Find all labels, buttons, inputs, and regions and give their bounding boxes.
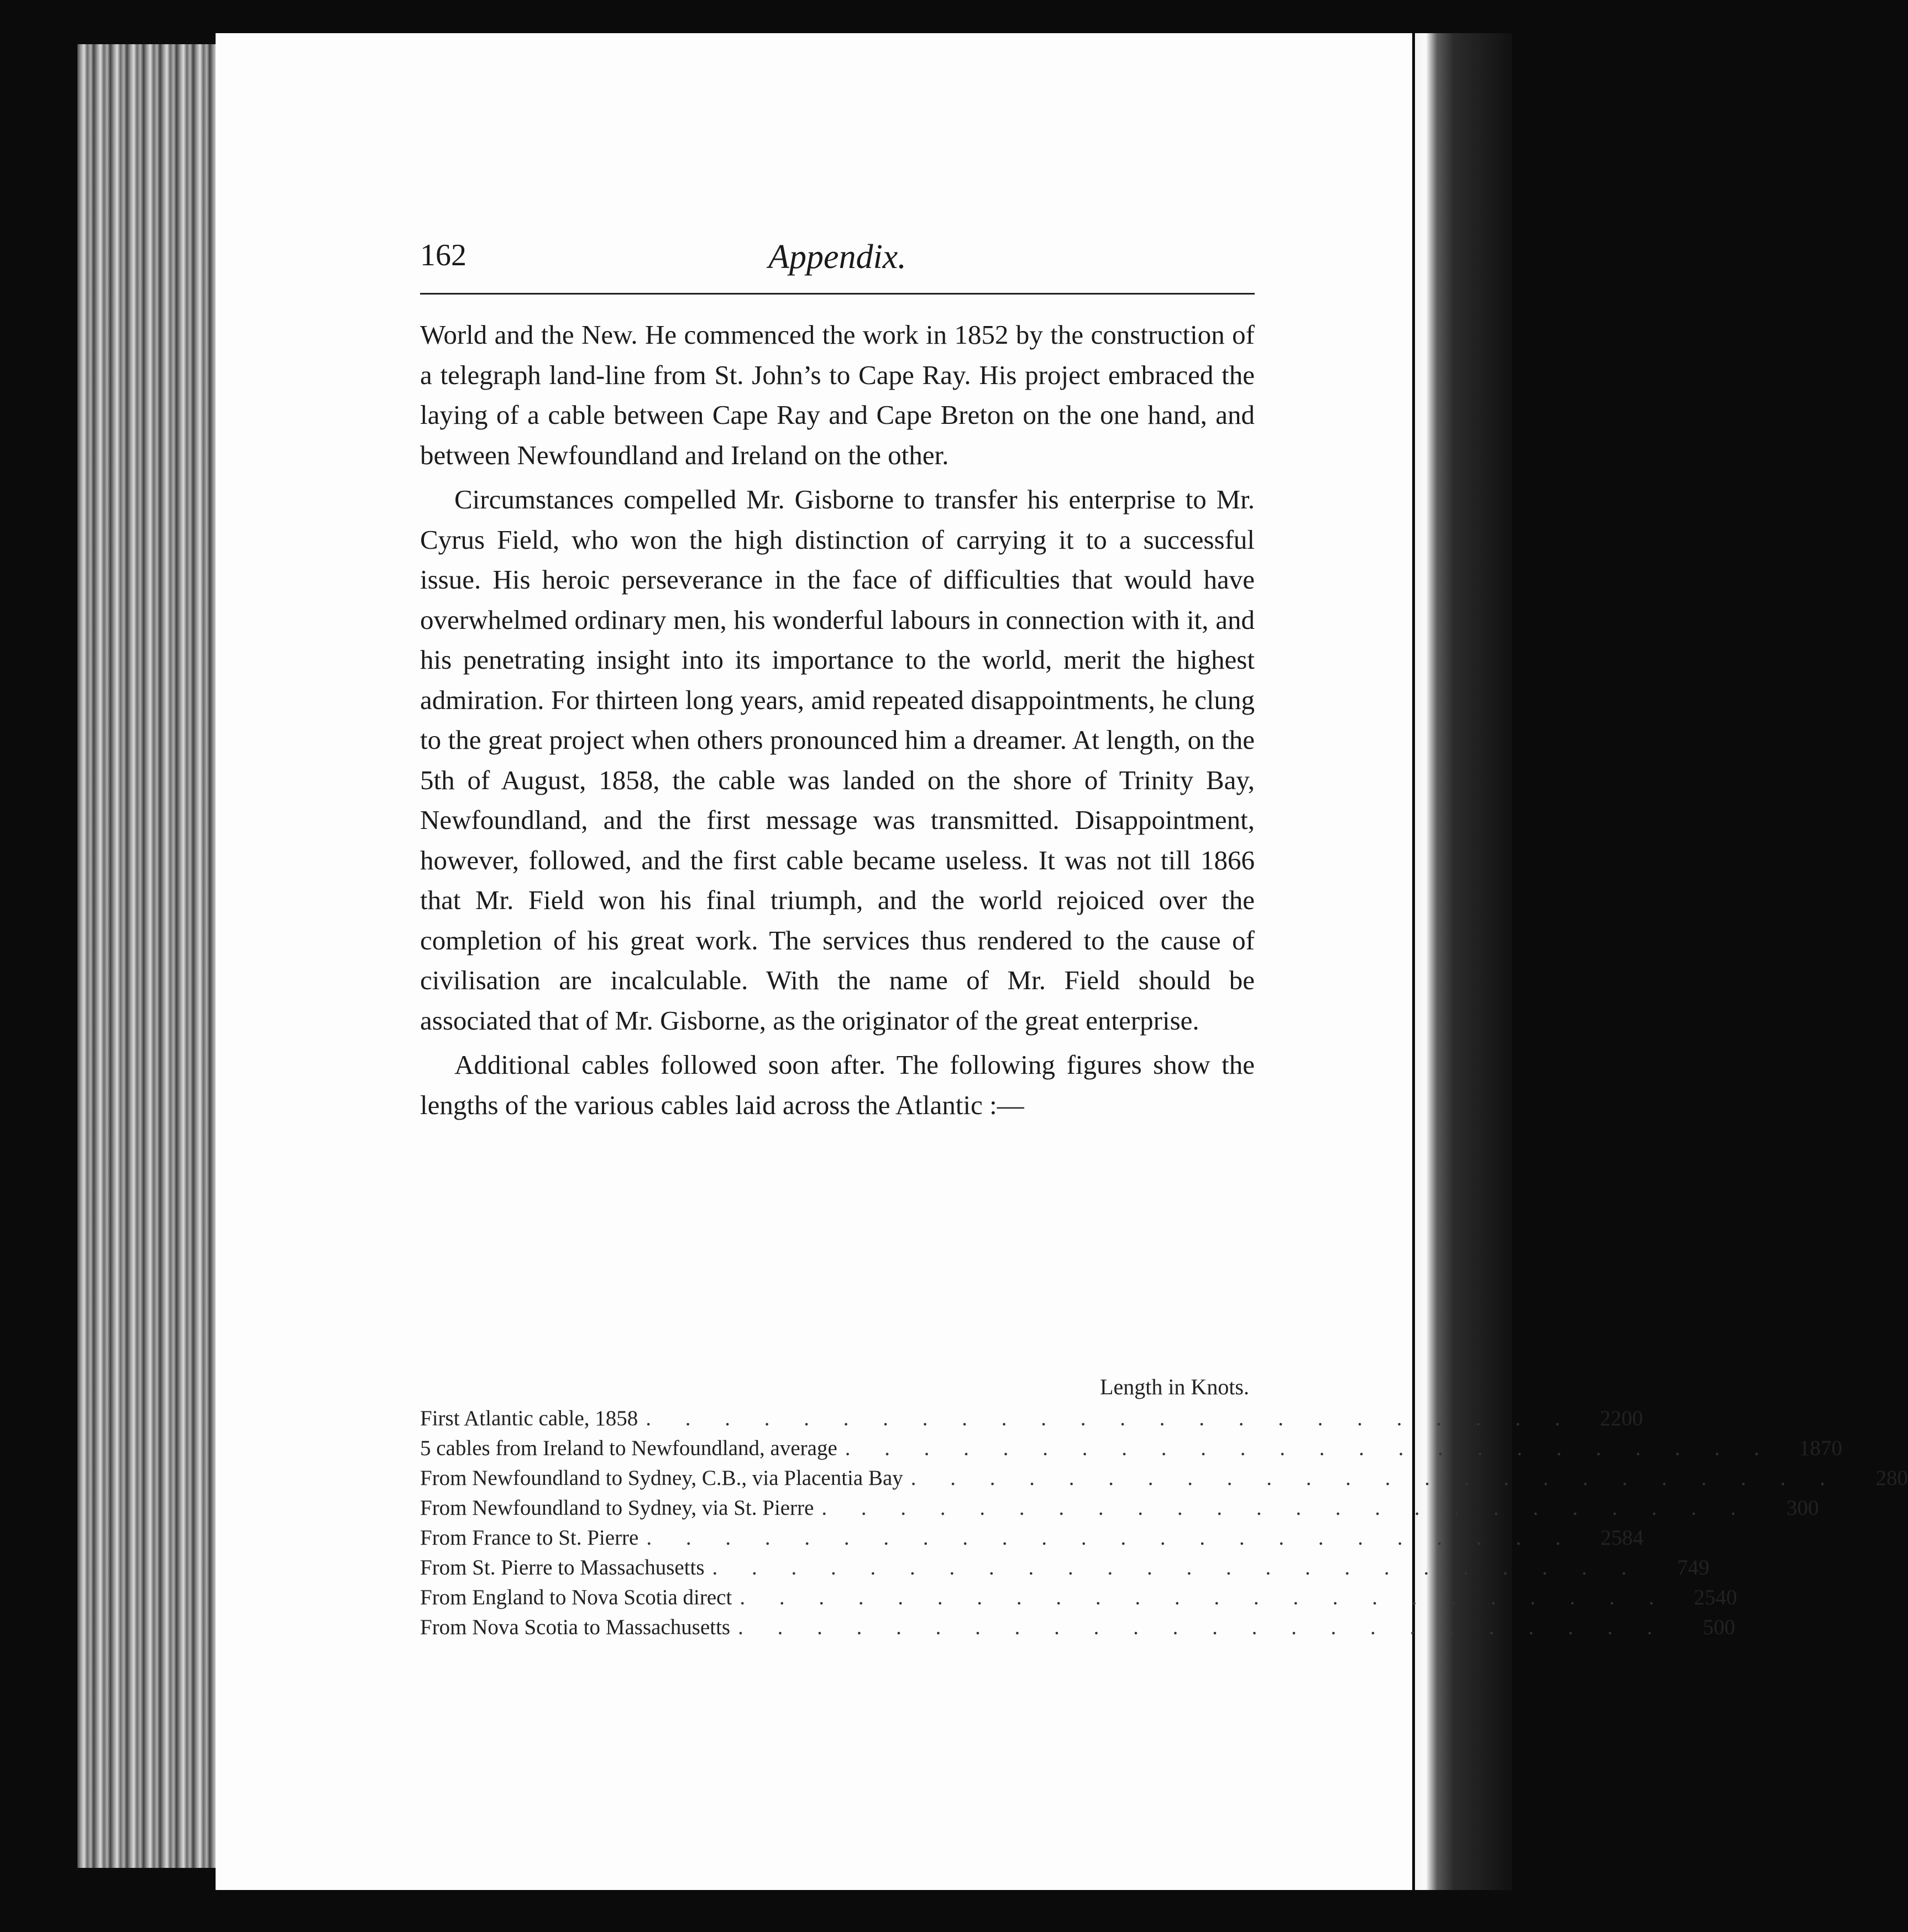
- row-value: 2540: [1694, 1586, 1737, 1609]
- leader-dots: . . . . . . . . . . . . . . . . . . . . . . . .: [712, 1556, 1641, 1579]
- row-label: From France to St. Pierre: [420, 1526, 639, 1550]
- leader-dots: . . . . . . . . . . . . . . . . . . . . . . . .: [646, 1406, 1575, 1430]
- page-header: [420, 232, 1255, 295]
- page-edges-left: [77, 44, 221, 1868]
- row-label: From Newfoundland to Sydney, via St. Pierre: [420, 1496, 814, 1520]
- leader-dots: . . . . . . . . . . . . . . . . . . . . . . . .: [740, 1586, 1669, 1609]
- row-label: From St. Pierre to Massachusetts: [420, 1556, 705, 1579]
- leader-dots: . . . . . . . . . . . . . . . . . . . . . . . .: [845, 1436, 1774, 1460]
- page-number: 162: [420, 238, 466, 272]
- table-row: [420, 1404, 1643, 1434]
- row-value: 2200: [1600, 1406, 1643, 1430]
- cable-lengths-table: [420, 1371, 1908, 1642]
- row-value: 500: [1702, 1615, 1736, 1639]
- table-row: [420, 1493, 1819, 1523]
- row-label: 5 cables from Ireland to Newfoundland, average: [420, 1436, 837, 1460]
- row-label: From Newfoundland to Sydney, C.B., via Placentia Bay: [420, 1466, 903, 1490]
- leader-dots: . . . . . . . . . . . . . . . . . . . . . . . .: [910, 1466, 1840, 1490]
- row-label: First Atlantic cable, 1858: [420, 1406, 638, 1430]
- table-row: [420, 1553, 1710, 1583]
- paragraph: Additional cables followed soon after. The following figures show the lengths of the various cables laid across the Atlantic :—: [420, 1049, 1255, 1120]
- row-value: 749: [1677, 1556, 1710, 1579]
- row-label: From England to Nova Scotia direct: [420, 1586, 732, 1609]
- paragraph: World and the New. He commenced the work in 1852 by the construction of a telegraph land-line from St. John’s to Cape Ray. His project embraced the laying of a cable between Cape Ray and Cape Breton on the one hand, and between Newfoundland and Ireland on the other.: [420, 319, 1255, 470]
- leader-dots: . . . . . . . . . . . . . . . . . . . . . . . .: [821, 1496, 1750, 1520]
- leader-dots: . . . . . . . . . . . . . . . . . . . . . . . .: [738, 1615, 1667, 1639]
- table-row: [420, 1463, 1908, 1493]
- table-row: [420, 1523, 1644, 1553]
- body-text: [420, 315, 1255, 1130]
- table-row: [420, 1613, 1736, 1642]
- row-value: 300: [1786, 1496, 1819, 1520]
- running-head: Appendix.: [768, 238, 906, 276]
- row-label: From Nova Scotia to Massachusetts: [420, 1615, 731, 1639]
- table-column-header: Length in Knots.: [1100, 1374, 1249, 1399]
- row-value: 2584: [1600, 1526, 1644, 1550]
- table-row: [420, 1583, 1737, 1613]
- row-value: 1870: [1799, 1436, 1843, 1460]
- table-row: [420, 1434, 1843, 1463]
- leader-dots: . . . . . . . . . . . . . . . . . . . . . . . .: [646, 1526, 1575, 1550]
- paragraph: Circumstances compelled Mr. Gisborne to transfer his enterprise to Mr. Cyrus Field, who won the high distinction of carrying it to a successful issue. His heroic perseverance in the face of difficulties that would have overwhelmed ordinary men, his wonderful labours in connection with it, and his penetrating insight into its importance to the world, merit the highest admiration. For thirteen long years, amid repeated disappointments, he clung to the great project when others pronounced him a dreamer. At length, on the 5th of August, 1858, the cable was landed on the shore of Trinity Bay, Newfoundland, and the first message was transmitted. Disappointment, however, followed, and the first cable became useless. It was not till 1866 that Mr. Field won his final triumph, and the world rejoiced over the completion of his great work. The services thus rendered to the cause of civilisation are incalculable. With the name of Mr. Field should be associated that of Mr. Gisborne, as the originator of the great enterprise.: [420, 484, 1255, 1036]
- row-value: 280: [1875, 1466, 1908, 1490]
